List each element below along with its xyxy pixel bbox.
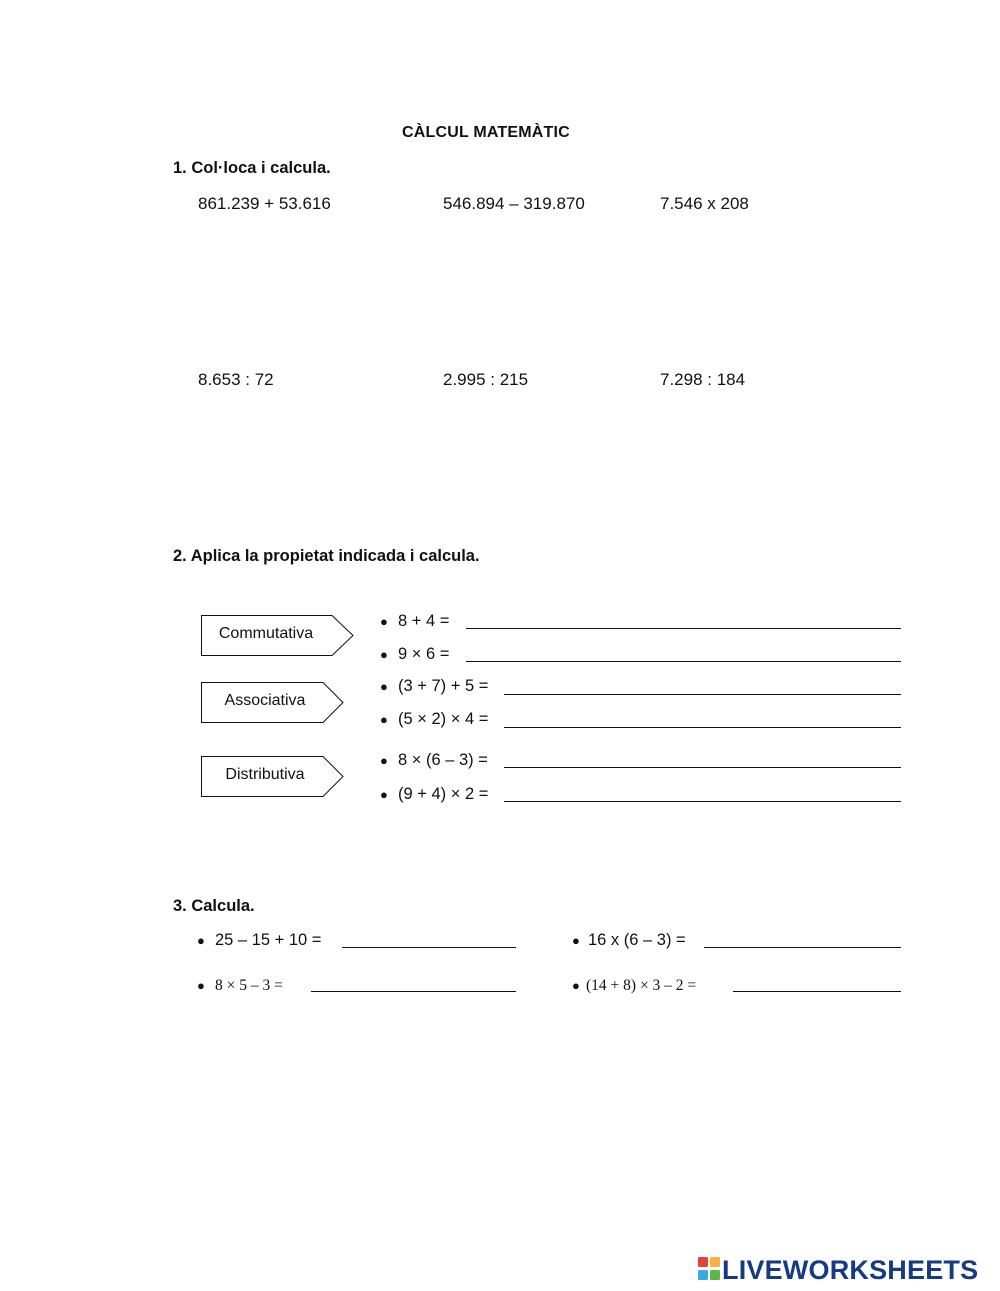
bullet-icon: ●: [197, 978, 205, 993]
bullet-icon: ●: [380, 753, 388, 768]
list-item: [197, 977, 283, 995]
property-label: Associativa: [224, 692, 306, 709]
list-item: [380, 612, 449, 631]
operation-addition: 861.239 + 53.616: [198, 194, 331, 213]
section3-heading: 3. Calcula.: [173, 897, 255, 915]
bullet-icon: ●: [380, 647, 388, 662]
expression: 8 × 5 – 3 =: [215, 977, 283, 994]
property-label: Commutativa: [218, 625, 314, 642]
expression: (5 × 2) × 4 =: [398, 710, 489, 728]
answer-line[interactable]: [504, 767, 901, 768]
answer-line[interactable]: [466, 628, 901, 629]
brand-name: LIVEWORKSHEETS: [722, 1255, 979, 1285]
operation-subtraction: 546.894 – 319.870: [443, 194, 585, 213]
bullet-icon: ●: [380, 679, 388, 694]
expression: (9 + 4) × 2 =: [398, 785, 489, 803]
answer-line[interactable]: [504, 694, 901, 695]
list-item: [380, 677, 488, 696]
answer-line[interactable]: [466, 661, 901, 662]
expression: 16 x (6 – 3) =: [588, 931, 686, 949]
answer-line[interactable]: [733, 991, 901, 992]
list-item: [380, 710, 488, 729]
expression: 25 – 15 + 10 =: [215, 931, 322, 949]
operation-division-3: 7.298 : 184: [660, 370, 746, 389]
answer-line[interactable]: [704, 947, 901, 948]
expression: (14 + 8) × 3 – 2 =: [586, 977, 697, 994]
answer-line[interactable]: [342, 947, 516, 948]
property-tag-commutativa: [201, 615, 353, 655]
expression: 8 × (6 – 3) =: [398, 751, 488, 769]
answer-line[interactable]: [504, 727, 901, 728]
bullet-icon: ●: [197, 933, 205, 948]
list-item: [572, 977, 696, 995]
list-item: [380, 785, 488, 804]
list-item: [572, 931, 686, 950]
list-item: [197, 931, 321, 950]
expression: (3 + 7) + 5 =: [398, 677, 489, 695]
property-tag-distributiva: [201, 756, 343, 796]
bullet-icon: ●: [572, 933, 580, 948]
expression: 9 × 6 =: [398, 645, 450, 663]
bullet-icon: ●: [380, 712, 388, 727]
answer-line[interactable]: [311, 991, 516, 992]
bullet-icon: ●: [380, 614, 388, 629]
list-item: [380, 645, 449, 664]
section1-heading: 1. Col·loca i calcula.: [173, 159, 331, 177]
liveworksheets-logo-icon: [698, 1257, 720, 1283]
expression: 8 + 4 =: [398, 612, 450, 630]
answer-line[interactable]: [504, 801, 901, 802]
bullet-icon: ●: [572, 978, 580, 993]
operation-division-2: 2.995 : 215: [443, 370, 529, 389]
property-label: Distributiva: [225, 766, 305, 783]
bullet-icon: ●: [380, 787, 388, 802]
operation-division-1: 8.653 : 72: [198, 370, 274, 389]
operation-multiplication: 7.546 x 208: [660, 194, 749, 213]
property-tag-associativa: [201, 682, 343, 722]
list-item: [380, 751, 488, 770]
page-title: CÀLCUL MATEMÀTIC: [402, 124, 570, 141]
section2-heading: 2. Aplica la propietat indicada i calcula.: [173, 547, 480, 565]
